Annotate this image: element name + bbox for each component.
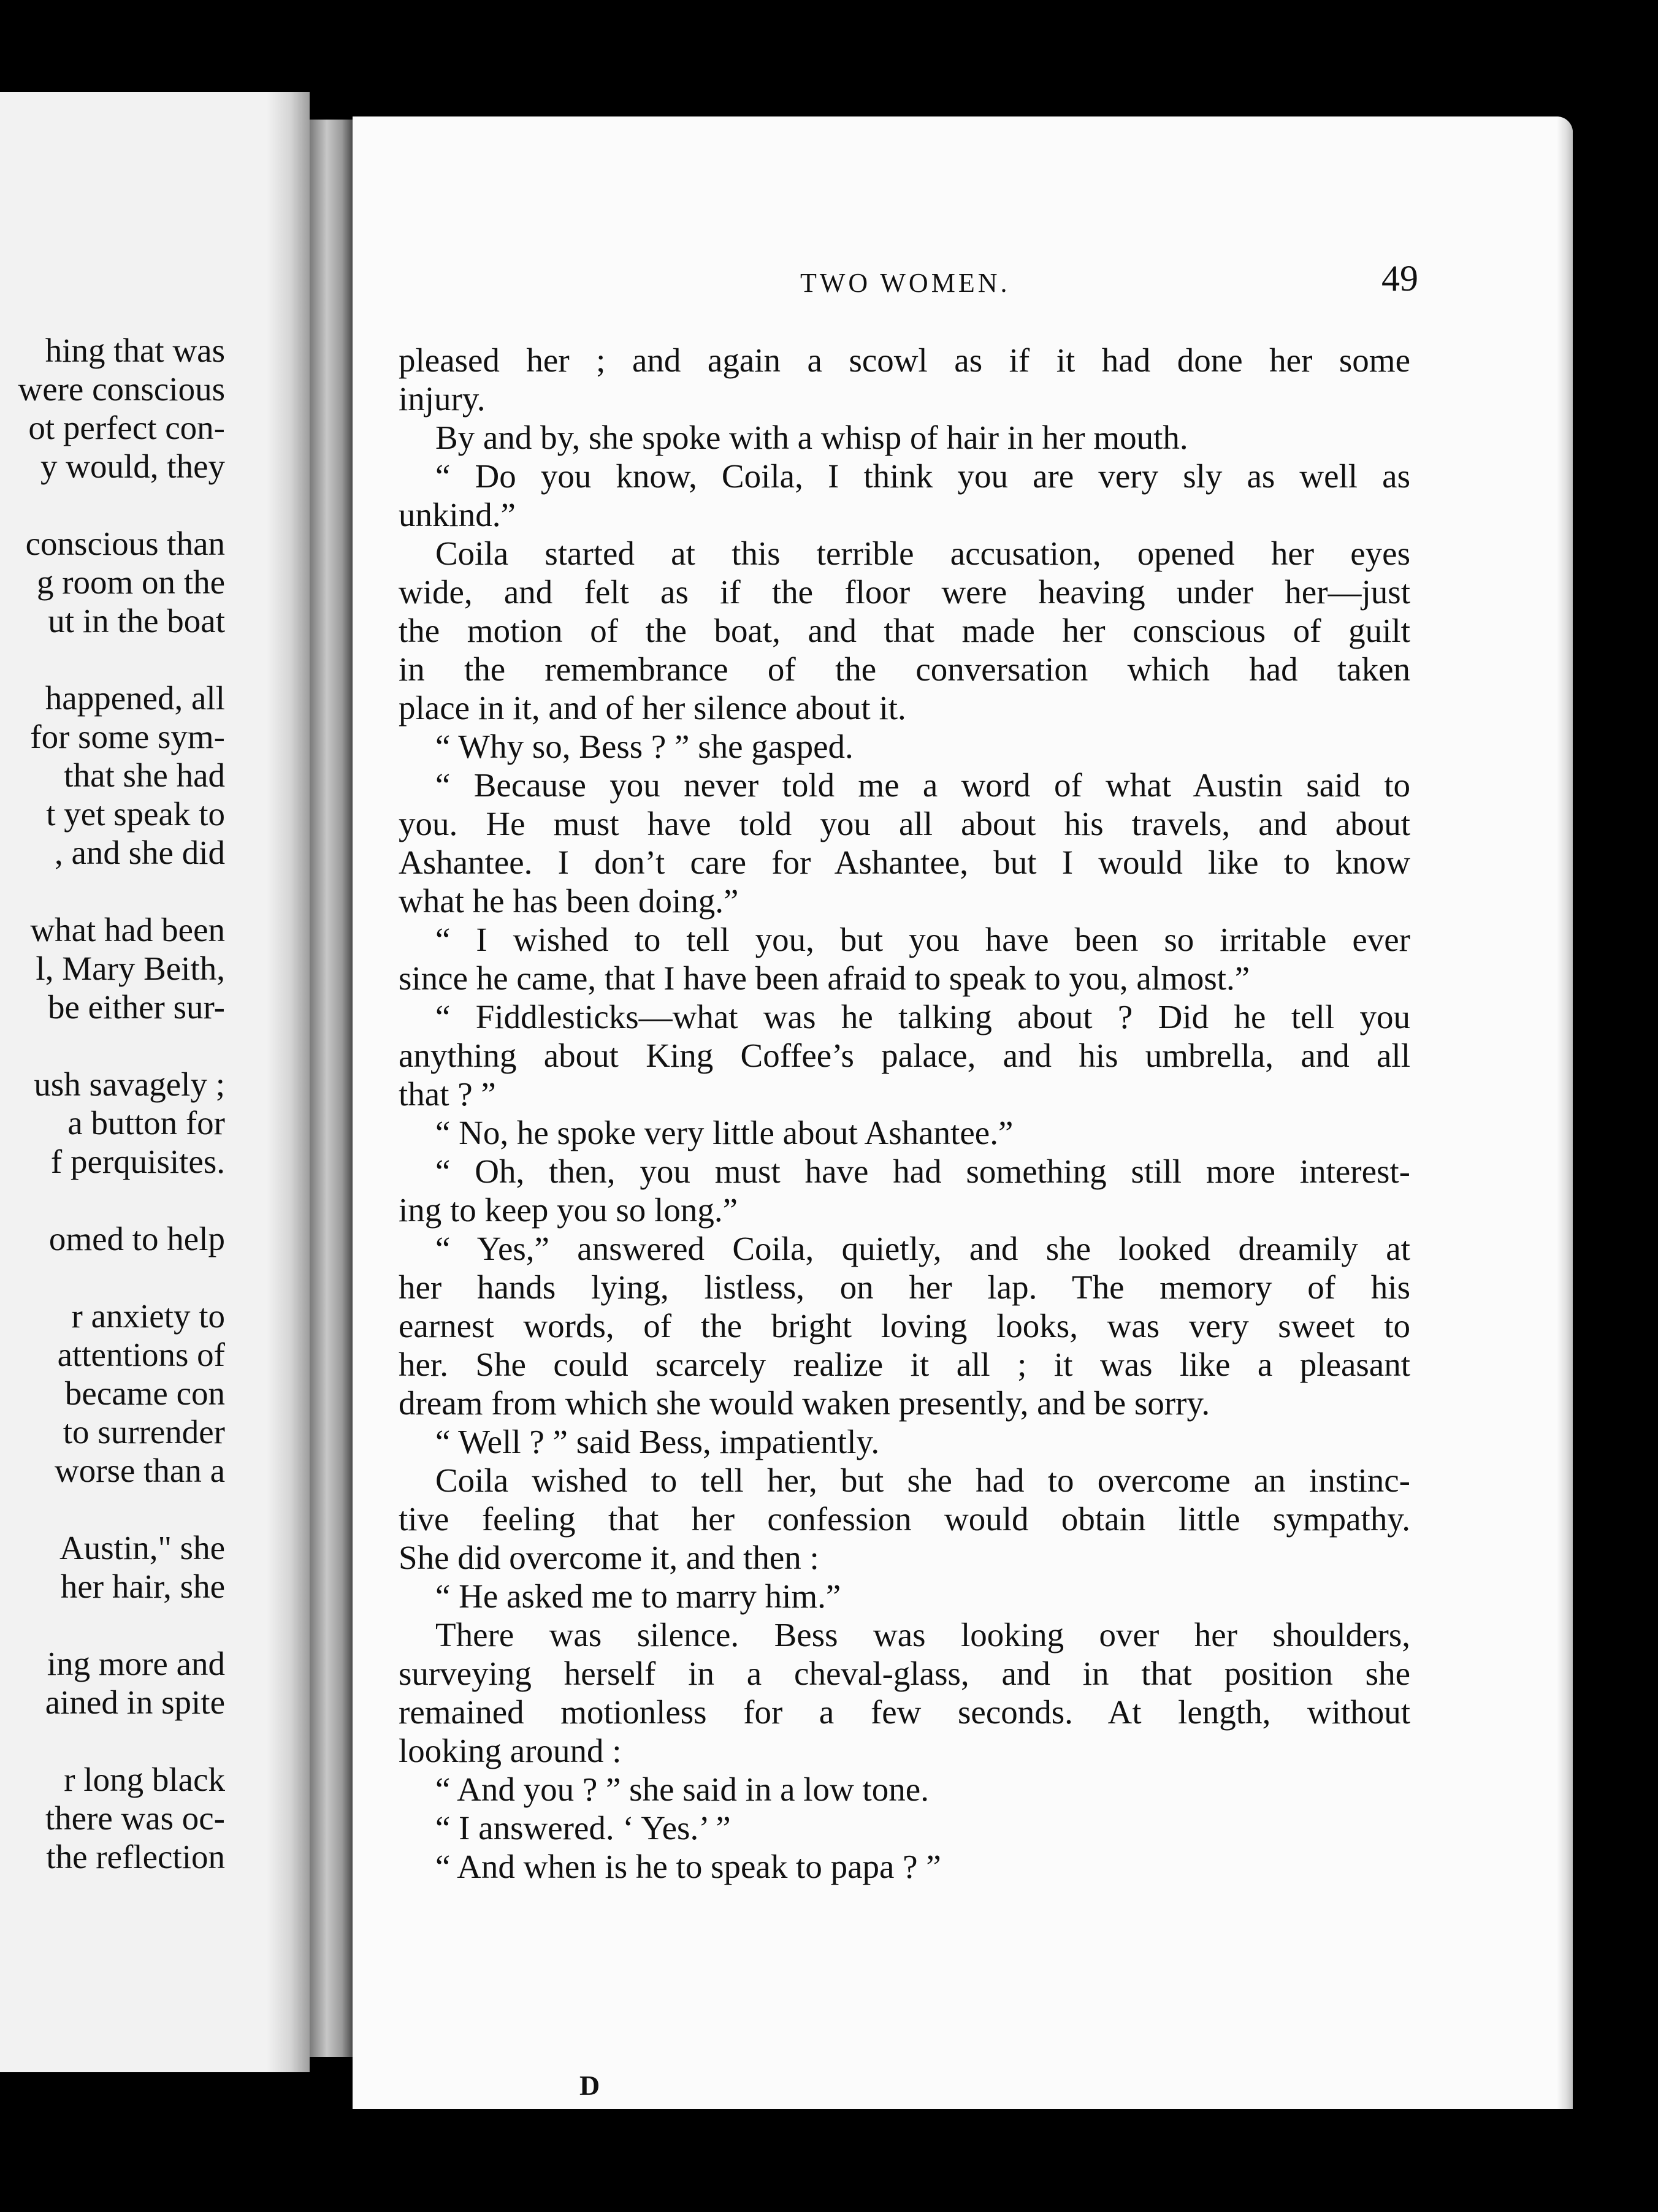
- body-text: [399, 341, 1410, 1886]
- text-line: remained motionless for a few seconds. At length, without: [399, 1693, 1410, 1731]
- text-line: place in it, and of her silence about it.: [399, 689, 906, 727]
- text-line: “ I answered. ‘ Yes.’ ”: [435, 1809, 731, 1847]
- left-page-line: g room on the: [36, 563, 225, 601]
- text-line: anything about King Coffee’s palace, and his umbrella, and all: [399, 1037, 1410, 1074]
- text-line: “ Fiddlesticks—what was he talking about ? Did he tell you: [435, 998, 1410, 1035]
- left-page-line: ot perfect con-: [28, 409, 225, 446]
- left-page-line: t yet speak to: [46, 795, 225, 833]
- left-page-line: f perquisites.: [50, 1143, 225, 1180]
- signature-mark: D: [579, 2070, 600, 2101]
- text-line: “ And you ? ” she said in a low tone.: [435, 1771, 929, 1808]
- text-line: pleased her ; and again a scowl as if it had done her some: [399, 341, 1410, 379]
- page-number: 49: [1381, 258, 1418, 299]
- page-edge: [1557, 116, 1573, 2109]
- text-line: “ Oh, then, you must have had something still more interest-: [435, 1153, 1410, 1190]
- left-page-line: omed to help: [48, 1220, 225, 1257]
- text-line: “ And when is he to speak to papa ? ”: [435, 1848, 941, 1885]
- text-line: that ? ”: [399, 1075, 496, 1113]
- left-page-line: to surrender: [63, 1413, 225, 1451]
- text-line: By and by, she spoke with a whisp of hair in her mouth.: [435, 419, 1188, 456]
- left-page-line: [0, 1490, 225, 1528]
- text-line: “ Do you know, Coila, I think you are very sly as well as: [435, 457, 1410, 495]
- left-page-line: [0, 640, 225, 679]
- left-page-line: hing that was: [45, 332, 225, 369]
- left-page-line: attentions of: [57, 1336, 225, 1373]
- left-page-line: conscious than: [25, 525, 225, 562]
- text-line: unkind.”: [399, 496, 516, 533]
- left-page-line: for some sym-: [30, 718, 225, 755]
- text-line: “ Because you never told me a word of what Austin said to: [435, 766, 1410, 804]
- left-page-line: [0, 1606, 225, 1644]
- left-page-line: be either sur-: [47, 988, 225, 1026]
- left-page-line: [0, 1722, 225, 1760]
- left-page-line: r anxiety to: [71, 1297, 225, 1335]
- left-page-line: [0, 872, 225, 910]
- text-line: earnest words, of the bright loving looks, was very sweet to: [399, 1307, 1410, 1344]
- left-page-line: that she had: [64, 757, 225, 794]
- text-line: She did overcome it, and then :: [399, 1539, 819, 1576]
- left-page-line: were conscious: [18, 370, 225, 408]
- text-line: surveying herself in a cheval-glass, and in that position she: [399, 1655, 1410, 1692]
- left-page-line: l, Mary Beith,: [36, 950, 225, 987]
- text-line: her hands lying, listless, on her lap. The memory of his: [399, 1268, 1410, 1306]
- text-line: her. She could scarcely realize it all ; it was like a pleasant: [399, 1346, 1410, 1383]
- left-page-line: [0, 486, 225, 524]
- left-page-line: Austin," she: [59, 1529, 225, 1566]
- text-line: Coila started at this terrible accusation, opened her eyes: [435, 535, 1410, 572]
- text-line: what he has been doing.”: [399, 882, 739, 920]
- left-page-line: there was oc-: [45, 1799, 225, 1837]
- left-page-line: became con: [64, 1375, 225, 1412]
- text-line: tive feeling that her confession would obtain little sympathy.: [399, 1500, 1410, 1538]
- text-line: since he came, that I have been afraid to speak to you, almost.”: [399, 959, 1250, 997]
- left-page-line: [0, 1258, 225, 1297]
- left-page-line: happened, all: [45, 679, 225, 717]
- left-page-line: ained in spite: [45, 1684, 225, 1721]
- text-line: ing to keep you so long.”: [399, 1191, 738, 1229]
- running-head: TWO WOMEN.: [800, 268, 1010, 298]
- left-page-line: a button for: [67, 1104, 225, 1142]
- left-page-text: [0, 331, 225, 1876]
- text-line: Coila wished to tell her, but she had to overcome an instinc-: [435, 1462, 1410, 1499]
- text-line: “ Yes,” answered Coila, quietly, and she looked dreamily at: [435, 1230, 1410, 1267]
- text-line: “ He asked me to marry him.”: [435, 1577, 841, 1615]
- text-line: looking around :: [399, 1732, 622, 1769]
- left-page-line: , and she did: [54, 834, 225, 871]
- left-page-line: [0, 1026, 225, 1065]
- text-line: “ Why so, Bess ? ” she gasped.: [435, 728, 854, 765]
- text-line: “ Well ? ” said Bess, impatiently.: [435, 1423, 880, 1460]
- left-page-line: y would, they: [40, 448, 225, 485]
- text-line: the motion of the boat, and that made her conscious of guilt: [399, 612, 1410, 649]
- left-page-line: the reflection: [46, 1838, 225, 1875]
- left-page-line: r long black: [64, 1761, 225, 1798]
- text-line: in the remembrance of the conversation which had taken: [399, 650, 1410, 688]
- left-page-line: what had been: [30, 911, 225, 948]
- left-page-line: ing more and: [47, 1645, 225, 1682]
- text-line: wide, and felt as if the floor were heaving under her—just: [399, 573, 1410, 611]
- left-page-line: ut in the boat: [48, 602, 225, 639]
- text-line: Ashantee. I don’t care for Ashantee, but I would like to know: [399, 844, 1410, 881]
- left-page-line: worse than a: [55, 1452, 225, 1489]
- text-line: you. He must have told you all about his travels, and about: [399, 805, 1410, 842]
- left-page-line: her hair, she: [60, 1568, 225, 1605]
- left-page: [0, 92, 310, 2072]
- left-page-shadow: [267, 92, 310, 2072]
- text-line: “ I wished to tell you, but you have been so irritable ever: [435, 921, 1410, 958]
- text-line: dream from which she would waken presently, and be sorry.: [399, 1384, 1210, 1422]
- text-line: “ No, he spoke very little about Ashantee.”: [435, 1114, 1014, 1151]
- left-page-line: [0, 1181, 225, 1219]
- text-line: injury.: [399, 380, 486, 418]
- left-page-line: ush savagely ;: [34, 1066, 225, 1103]
- book-gutter: [310, 120, 353, 2057]
- right-page: [353, 116, 1573, 2109]
- text-line: There was silence. Bess was looking over her shoulders,: [435, 1616, 1410, 1653]
